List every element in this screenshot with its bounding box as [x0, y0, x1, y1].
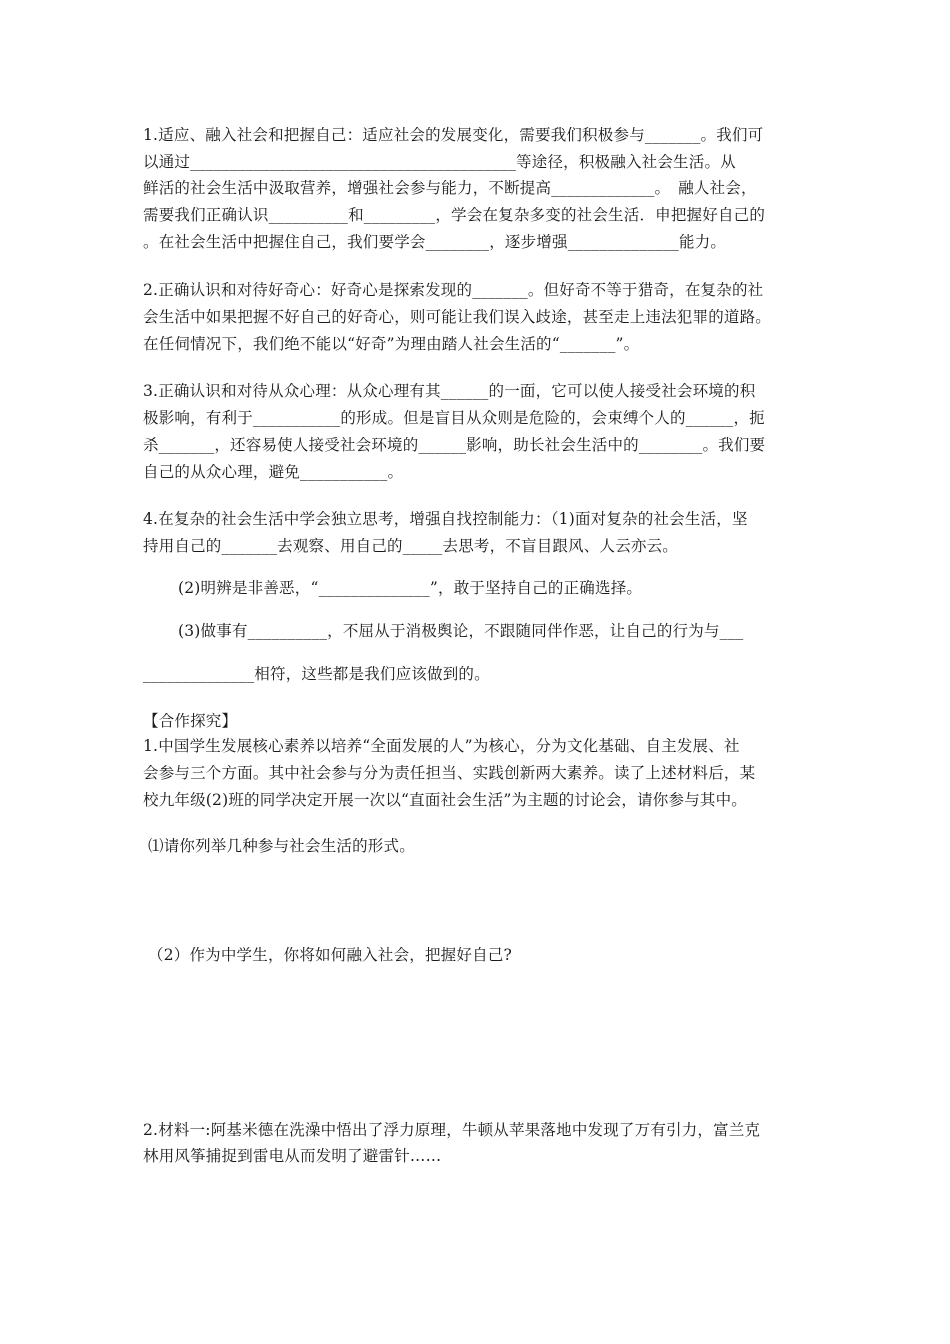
coop-p2-line-2: 林用风筝捕捉到雷电从而发明了避雷针…… [143, 1147, 442, 1165]
q4-line-2: 持用自己的_______去观察、用自己的_____去思考，不盲目跟风、人云亦云。 [143, 537, 679, 555]
coop-p1-line-3: 校九年级(2)班的同学决定开展一次以“直面社会生活”为主题的讨论会，请你参与其中。 [143, 791, 748, 809]
section-heading: 【合作探究】 [143, 712, 238, 730]
q1-line-3: 鲜活的社会生活中汲取营养，增强社会参与能力，不断提高_____________。 融人社会， [143, 179, 757, 197]
q2-line-1: 2.正确认识和对待好奇心：好奇心是探索发现的_______。但好奇不等于猎奇，在复杂的社 [143, 281, 764, 299]
coop-sub-2: （2）作为中学生，你将如何融入社会，把握好自己? [148, 946, 512, 964]
q4-sub-2: (2)明辨是非善恶，“______________”，敢于坚持自己的正确选择。 [178, 579, 643, 597]
q1-line-2: 以通过_________________________________________等途径，积极融入社会生活。从 [143, 153, 736, 171]
q2-line-2: 会生活中如果把握不好自己的好奇心，则可能让我们误入歧途，甚至走上违法犯罪的道路。 [143, 308, 772, 326]
q4-line-1: 4.在复杂的社会生活中学会独立思考，增强自找控制能力：（1)面对复杂的社会生活，坚 [143, 510, 748, 528]
coop-p2-line-1: 2.材料一:阿基米德在洗澡中悟出了浮力原理，牛顿从苹果落地中发现了万有引力，富兰克 [143, 1121, 761, 1139]
coop-p1-line-2: 会参与三个方面。其中社会参与分为责任担当、实践创新两大素养。读了上述材料后，某 [143, 764, 756, 782]
q3-line-3: 杀_______，还容易使人接受社会环境的______影响，助长社会生活中的________。我们要 [143, 436, 766, 454]
q4-sub-3: (3)做事有__________，不屈从于消极舆论，不跟随同伴作恶，让自己的行为与___ [178, 622, 744, 640]
q4-sub-3-continued: ______________相符，这些都是我们应该做到的。 [143, 665, 490, 683]
q1-line-5: 。在社会生活中把握住自己，我们要学会________，逐步增强______________能力。 [143, 233, 727, 251]
q1-line-4: 需要我们正确认识__________和_________，学会在复杂多变的社会生活．申把握好自己的 [143, 206, 766, 224]
q2-line-3: 在任伺情况下，我们绝不能以“好奇”为理由踏人社会生活的“_______”。 [143, 335, 640, 353]
q1-line-1: 1.适应、融入社会和把握自己：适应社会的发展变化，需要我们积极参与_______。我们可 [143, 126, 764, 144]
coop-p1-line-1: 1.中国学生发展核心素养以培养“全面发展的人”为核心，分为文化基础、自主发展、社 [143, 737, 740, 755]
q3-line-4: 自己的从众心理，避免___________。 [143, 463, 404, 481]
q3-line-2: 极影响，有利于___________的形成。但是盲目从众则是危险的，会束缚个人的______，扼 [143, 409, 765, 427]
coop-sub-1: ⑴请你列举几种参与社会生活的形式。 [148, 837, 415, 855]
q3-line-1: 3.正确认识和对待从众心理：从众心理有其______的一面，它可以使人接受社会环境的积 [143, 382, 756, 400]
